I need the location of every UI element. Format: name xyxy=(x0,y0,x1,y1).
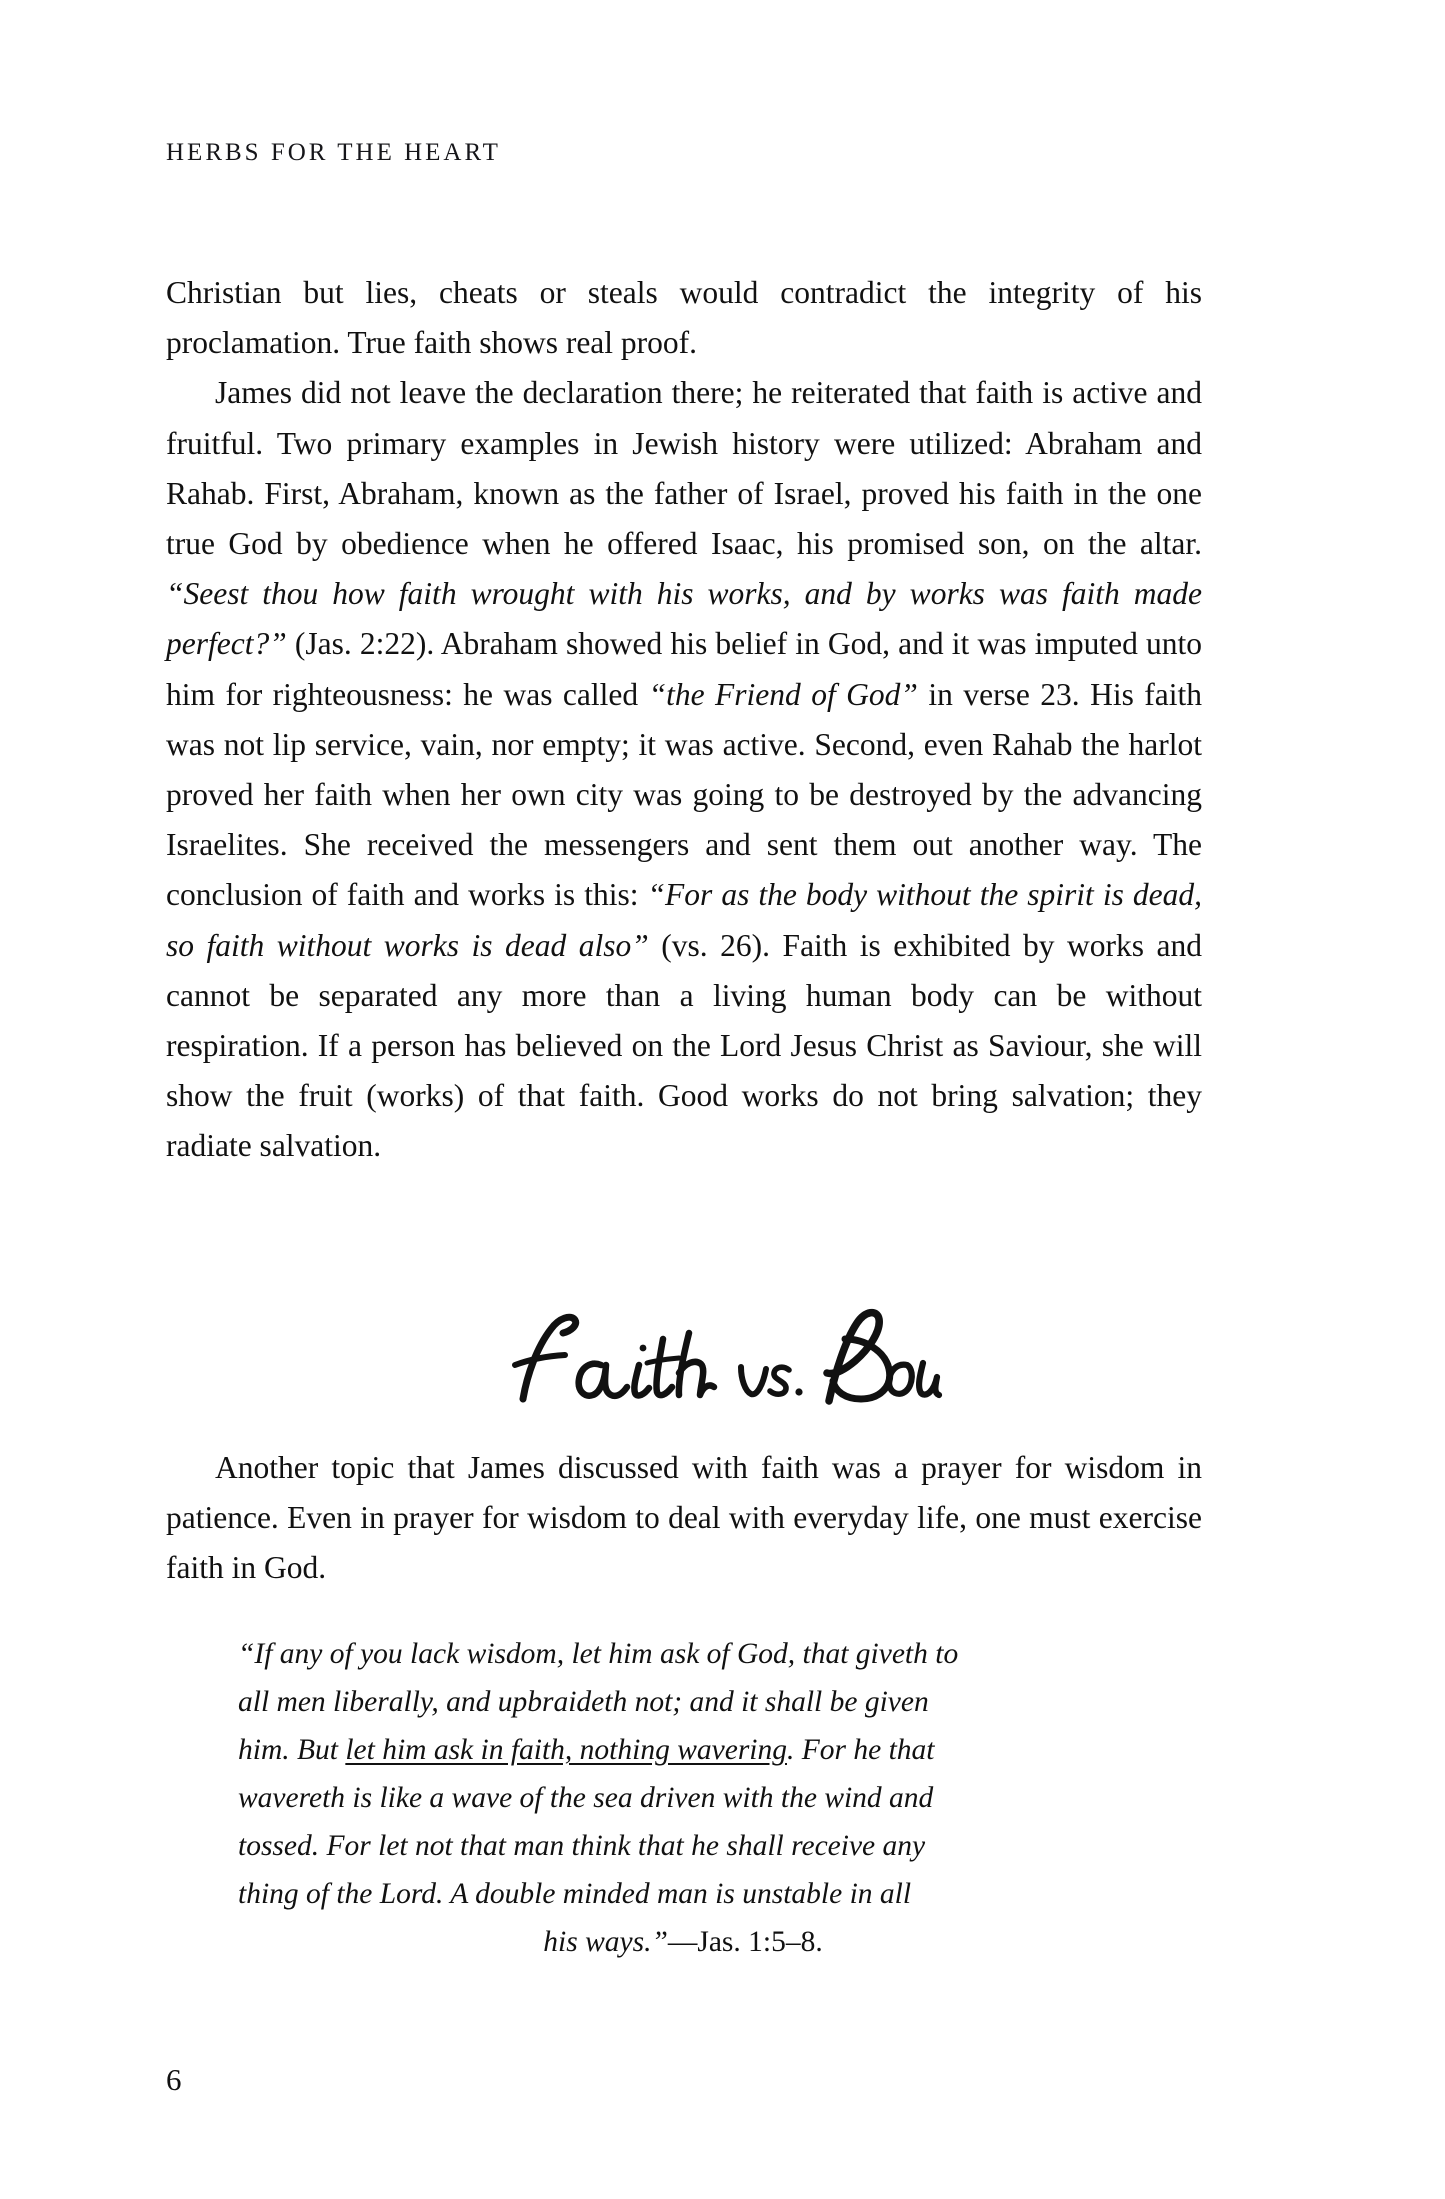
running-head: HERBS FOR THE HEART xyxy=(166,139,501,166)
scripture-citation: —Jas. 1:5–8. xyxy=(667,1926,823,1958)
scripture-blockquote-jas-1-5-8 xyxy=(238,1630,1128,1966)
blockquote-last-line xyxy=(238,1918,1128,1966)
run-1: James did not leave the declaration there; he reiterated that faith is active and fruitful. Two primary examples in Jewish history were utilized: Abraham and Rahab. First, Abraham, known as the father of Israel, proved his faith in the one true God by obedience when he offered Isaac, his promised son, on the altar. xyxy=(166,375,1202,562)
page-number: 6 xyxy=(166,2062,182,2097)
scripture-quote-friend-of-god: “the Friend of God” xyxy=(648,676,918,712)
line-text-after: . For he that xyxy=(787,1734,935,1766)
paragraph-prayer-for-wisdom xyxy=(166,1443,1202,1594)
faith-vs-doubt-script-glyphs xyxy=(493,1303,953,1423)
blockquote-line xyxy=(238,1822,1128,1870)
blockquote-line xyxy=(238,1726,1128,1774)
scripture-quote-jas-2-22: “Seest thou how faith wrought with his works, and by works was faith made perfect?” xyxy=(166,576,1202,662)
section-heading-faith-vs-doubt xyxy=(0,1303,1445,1423)
run-3: in verse 23. His faith was not lip service, vain, nor empty; it was active. Second, even Rahab the harlot proved her faith when her own city was going to be destroyed by the advancing Israelites. She received the messengers and sent them out another way. The conclusion of faith and works is this: xyxy=(166,676,1202,913)
blockquote-line xyxy=(238,1678,1128,1726)
line-text: tossed. For let not that man think that he shall receive any xyxy=(238,1830,926,1862)
section-two-text-block xyxy=(166,1443,1202,1594)
emphasized-underlined-phrase: let him ask in faith, nothing wavering xyxy=(345,1734,787,1766)
section-two-text: Another topic that James discussed with faith was a prayer for wisdom in patience. Even in prayer for wisdom to deal with everyday life, one must exercise faith in God. xyxy=(166,1450,1202,1586)
line-text: him. But xyxy=(238,1734,346,1766)
run-2: (Jas. 2:22). Abraham showed his belief in God, and it was imputed unto him for righteousness: he was called xyxy=(166,626,1202,712)
paragraph-continued xyxy=(166,268,1202,368)
line-text: thing of the Lord. A double minded man is unstable in all xyxy=(238,1878,912,1910)
run-4: (vs. 26). Faith is exhibited by works and cannot be separated any more than a living human body can be without respiration. If a person has believed on the Lord Jesus Christ as Saviour, she will show the fruit (works) of that faith. Good works do not bring salvation; they radiate salvation. xyxy=(166,927,1203,1164)
line-text: all men liberally, and upbraideth not; and it shall be given xyxy=(238,1686,929,1718)
blockquote-line xyxy=(238,1870,1128,1918)
blockquote-line xyxy=(238,1630,1128,1678)
line-text: “If any of you lack wisdom, let him ask of God, that giveth to xyxy=(238,1638,959,1670)
paragraph-james-faith-works xyxy=(166,368,1202,1171)
paragraph-1-text: Christian but lies, cheats or steals would contradict the integrity of his proclamation. True faith shows real proof. xyxy=(166,275,1202,361)
blockquote-line xyxy=(238,1774,1128,1822)
line-text: his ways.” xyxy=(543,1926,668,1958)
line-text: wavereth is like a wave of the sea driven with the wind and xyxy=(238,1782,934,1814)
main-text-block xyxy=(166,268,1202,1172)
scripture-quote-jas-2-26: “For as the body without the spirit is dead, so faith without works is dead also” xyxy=(166,877,1202,963)
